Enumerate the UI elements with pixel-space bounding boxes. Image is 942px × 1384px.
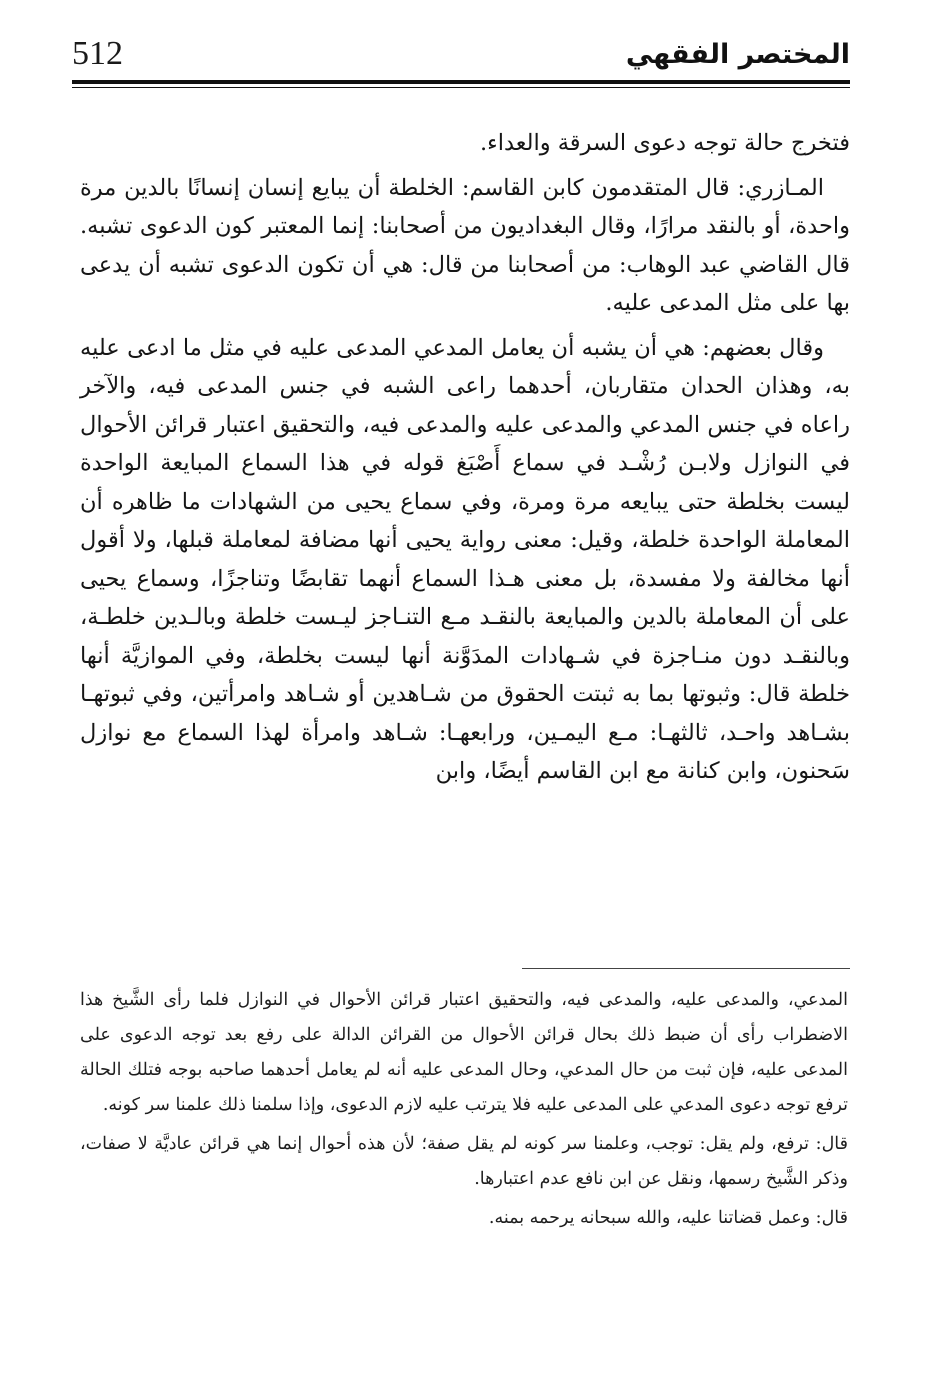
footnote-paragraph-3: قال: وعمل قضاتنا عليه، والله سبحانه يرحمه بمنه.: [488, 1208, 848, 1228]
running-title: المختصر الفقهي: [625, 39, 850, 70]
header-rule-thick: [72, 80, 850, 84]
footnotes: [80, 983, 848, 1240]
body-paragraph-2: المـازري: قال المتقدمون كابن القاسم: الخلطة أن يبايع إنسان إنسانًا بالدين مرة واحدة، أو بالنقد مرارًا، وقال البغداديون من أصحابنا: إنما المعتبر كون الدعوى تشبه. قال القاضي عبد الوهاب: من أصحابنا من قال: هي أن تكون الدعوى تشبه أن يدعى بها على مثل المدعى عليه.: [80, 174, 850, 316]
body-paragraph-3: وقال بعضهم: هي أن يشبه أن يعامل المدعي المدعى عليه في مثل ما ادعى عليه به، وهذان الحدان متقاربان، أحدهما راعى الشبه في جنس المدعى فيه، والآخر راعاه في جنس المدعي والمدعى عليه والمدعى فيه، والتحقيق اعتبار قرائن الأحوال في النوازل ولابـن رُشْـد في سماع أَصْبَغ قوله في هذا السماع المبايعة الواحدة ليست بخلطة حتى يبايعه مرة ومرة، وفي سماع يحيى من الشهادات ما ظاهره أن المعاملة الواحدة خلطة، وقيل: معنى رواية يحيى أنها مضافة لمعاملة قبلها، ولا أقول أنها مخالفة ولا مفسدة، بل معنى هـذا السماع أنهما تقابضًا وتناجزًا، وسماع يحيى على أن المعاملة بالدين والمبايعة بالنقـد مـع التنـاجز ليـست خلطة وبالـدين خلطـة، وبالنقـد دون منـاجزة في شـهادات المدَوَّنة أنها ليست بخلطة، وفي الموازيَّة أنها خلطة قال: وثبوتها بما به ثبتت الحقوق من شـاهدين أو شـاهد وامرأتين، وفي ثبوتهـا بشـاهد واحـد، ثالثهـا: مـع اليمـين، ورابعهـا: شـاهد وامرأة لهذا السماع مع نوازل سَحنون، وابن كنانة مع ابن القاسم أيضًا، وابن: [80, 334, 850, 784]
page-header: [72, 30, 850, 82]
body-paragraph-1: فتخرج حالة توجه دعوى السرقة والعداء.: [479, 130, 850, 156]
header-rule-thin: [72, 87, 850, 88]
footnote-separator: [522, 968, 850, 969]
main-text: [80, 124, 850, 797]
footnote-paragraph-1: المدعي، والمدعى عليه، والمدعى فيه، والتحقيق اعتبار قرائن الأحوال في النوازل فلما رأى الشَّيخ هذا الاضطراب رأى أن ضبط ذلك بحال قرائن الأحوال من القرائن الدالة على رفع بعد توجه الدعوى على المدعى عليه، فإن ثبت من حال المدعي، وحال المدعى عليه أنه لم يعامل أحدهما صاحبه بوجه فتلك الحالة ترفع توجه دعوى المدعي على المدعى عليه فلا يترتب عليه لازم الدعوى، وإذا سلمنا ذلك علمنا سر كونه.: [80, 990, 848, 1115]
footnote-paragraph-2: قال: ترفع، ولم يقل: توجب، وعلمنا سر كونه لم يقل صفة؛ لأن هذه أحوال إنما هي قرائن عاديَّة لا صفات، وذكر الشَّيخ رسمها، ونقل عن ابن نافع عدم اعتبارها.: [80, 1134, 848, 1189]
page-number: 512: [72, 35, 123, 72]
